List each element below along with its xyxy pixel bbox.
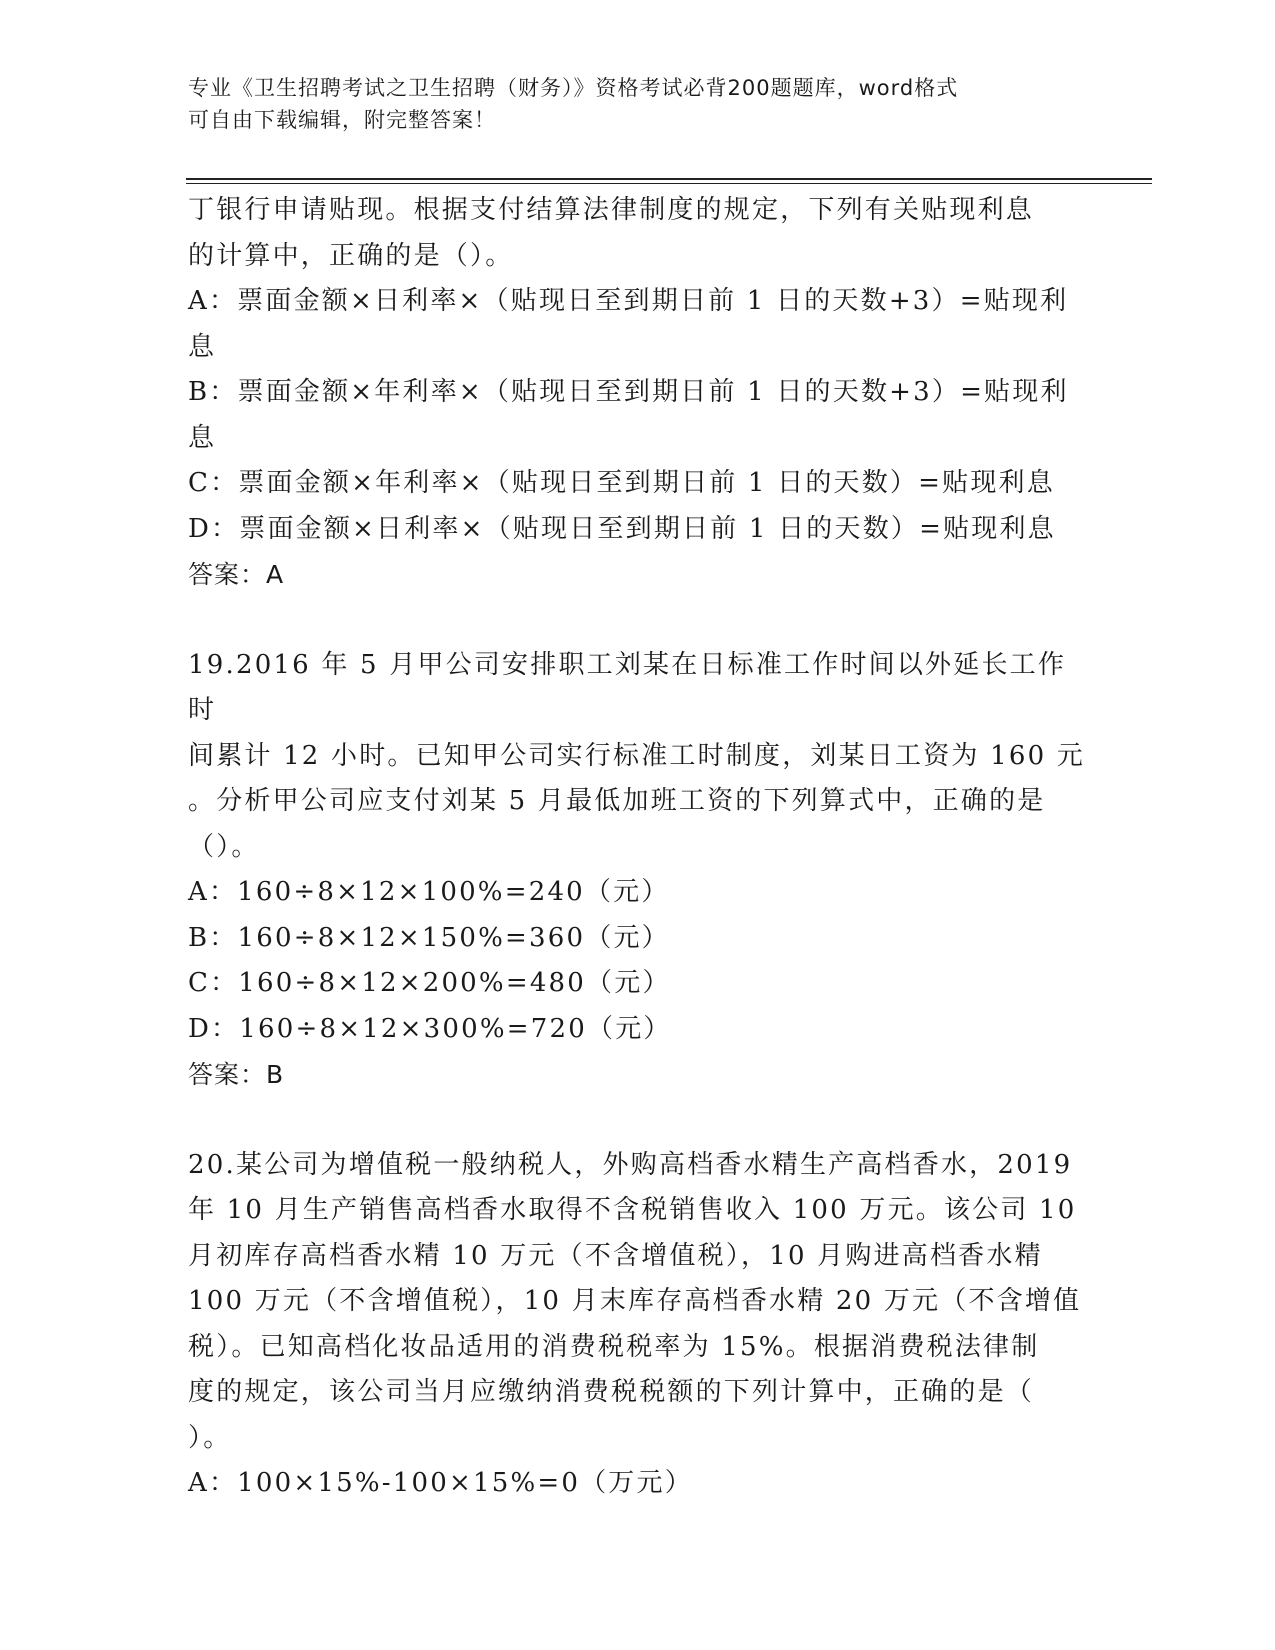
- question-20-stem-line-1: 20.某公司为增值税一般纳税人，外购高档香水精生产高档香水，2019: [188, 1149, 1073, 1180]
- question-18-option-c: C：票面金额×年利率×（贴现日至到期日前 1 日的天数）=贴现利息: [188, 468, 1055, 498]
- spacer: [188, 1098, 1088, 1143]
- question-18-stem-line-1: 丁银行申请贴现。根据支付结算法律制度的规定，下列有关贴现利息: [188, 195, 1035, 225]
- question-20-stem-line-5: 税）。已知高档化妆品适用的消费税税率为 15%。根据消费税法律制: [188, 1331, 1040, 1362]
- question-18-option-a-line-2: 息: [188, 331, 217, 362]
- question-19-answer: 答案：B: [188, 1060, 285, 1089]
- question-18-stem-line-2: 的计算中，正确的是（）。: [188, 240, 514, 271]
- question-19-option-d: D：160÷8×12×300%=720（元）: [188, 1013, 672, 1044]
- question-20-option-a: A：100×15%-100×15%=0（万元）: [188, 1468, 693, 1498]
- question-19-option-a: A：160÷8×12×100%=240（元）: [188, 877, 670, 907]
- question-19-stem-line-3: 。分析甲公司应支付刘某 5 月最低加班工资的下列算式中，正确的是: [188, 786, 1046, 816]
- question-18-option-b-line-2: 息: [188, 422, 217, 453]
- question-20-stem-line-3: 月初库存高档香水精 10 万元（不含增值税），10 月购进高档香水精: [188, 1240, 1043, 1271]
- header-divider-thin: [186, 183, 1152, 184]
- question-19-stem-line-1: 19.2016 年 5 月甲公司安排职工刘某在日标准工作时间以外延长工作时: [188, 649, 1067, 725]
- question-19: [188, 643, 1088, 1098]
- question-20-stem-line-2: 年 10 月生产销售高档香水取得不含税销售收入 100 万元。该公司 10: [188, 1195, 1077, 1225]
- question-18-option-a-line-1: A：票面金额×日利率×（贴现日至到期日前 1 日的天数+3）=贴现利: [188, 286, 1069, 316]
- document-body: [188, 188, 1088, 1507]
- header-title-line-2: 可自由下载编辑，附完整答案！: [188, 108, 496, 132]
- question-20: [188, 1143, 1088, 1507]
- question-20-stem-line-6: 度的规定，该公司当月应缴纳消费税税额的下列计算中，正确的是（: [188, 1377, 1035, 1407]
- question-18-option-d: D：票面金额×日利率×（贴现日至到期日前 1 日的天数）=贴现利息: [188, 513, 1056, 544]
- document-header: [188, 72, 1088, 136]
- header-divider-thick: [186, 178, 1152, 180]
- question-18-answer: 答案：A: [188, 560, 285, 589]
- header-title-line-1: 专业《卫生招聘考试之卫生招聘（财务）》资格考试必背200题题库，word格式: [188, 76, 959, 100]
- question-19-option-c: C：160÷8×12×200%=480（元）: [188, 968, 671, 998]
- question-20-stem-line-4: 100 万元（不含增值税），10 月末库存高档香水精 20 万元（不含增值: [188, 1286, 1082, 1316]
- question-18-option-b-line-1: B：票面金额×年利率×（贴现日至到期日前 1 日的天数+3）=贴现利: [188, 377, 1069, 407]
- spacer: [188, 598, 1088, 643]
- question-18: [188, 188, 1088, 598]
- question-19-stem-line-2: 间累计 12 小时。已知甲公司实行标准工时制度，刘某日工资为 160 元: [188, 740, 1085, 771]
- question-20-stem-line-7: ）。: [188, 1422, 232, 1453]
- question-19-option-b: B：160÷8×12×150%=360（元）: [188, 922, 670, 953]
- question-19-stem-line-4: （）。: [188, 831, 260, 862]
